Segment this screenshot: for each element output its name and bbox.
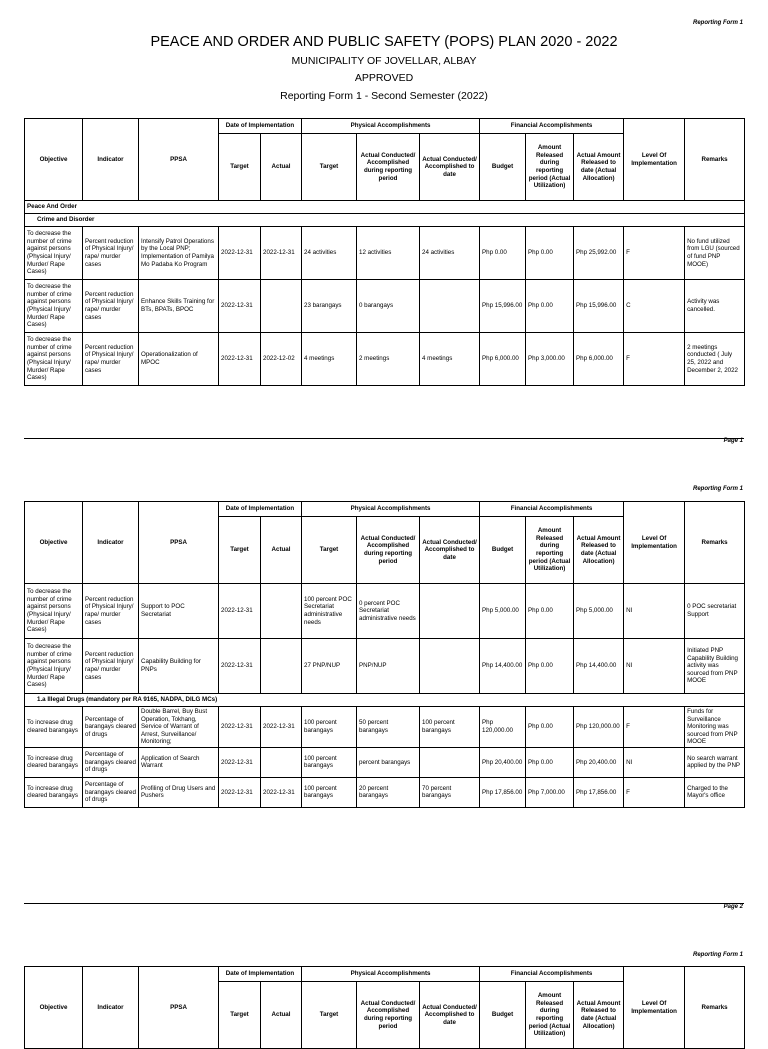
col-group-date: Date of Implementation — [219, 502, 302, 517]
cell-level: C — [624, 280, 685, 333]
cell-phys-actual-period: percent barangays — [357, 747, 420, 777]
cell-indicator: Percent reduction of Physical Injury/ rape/ murder cases — [83, 333, 139, 386]
report-table-page-1 — [24, 118, 745, 386]
municipality: MUNICIPALITY OF JOVELLAR, ALBAY — [291, 55, 477, 67]
cell-level: NI — [624, 584, 685, 639]
page-number: Page 2 — [723, 904, 743, 910]
cell-released-todate: Php 17,856.00 — [574, 777, 624, 807]
cell-phys-actual-period: 50 percent barangays — [357, 707, 420, 748]
cell-phys-target: 23 barangays — [302, 280, 357, 333]
table-row — [25, 584, 745, 639]
col-ppsa: PPSA — [139, 119, 219, 201]
cell-budget: Php 14,400.00 — [480, 639, 526, 694]
col-group-financial: Financial Accomplishments — [480, 119, 624, 134]
col-phys-target: Target — [302, 982, 357, 1049]
col-date-actual: Actual — [261, 982, 302, 1049]
cell-phys-actual-period: 12 activities — [357, 227, 420, 280]
cell-objective: To increase drug cleared barangays — [25, 777, 83, 807]
cell-phys-target: 24 activities — [302, 227, 357, 280]
col-remarks: Remarks — [685, 119, 745, 201]
cell-phys-target: 100 percent POC Secretariat administrative needs — [302, 584, 357, 639]
cell-phys-actual-period: PNP/NUP — [357, 639, 420, 694]
cell-phys-actual-period: 20 percent barangays — [357, 777, 420, 807]
col-fin-released-period: Amount Released during reporting period (Actual Utilization) — [526, 517, 574, 584]
cell-remarks: Activity was cancelled. — [685, 280, 745, 333]
cell-indicator: Percent reduction of Physical Injury/ rape/ murder cases — [83, 584, 139, 639]
cell-released-todate: Php 15,996.00 — [574, 280, 624, 333]
cell-released-period: Php 7,000.00 — [526, 777, 574, 807]
cell-date-actual — [261, 747, 302, 777]
cell-phys-actual-todate: 70 percent barangays — [420, 777, 480, 807]
cell-date-actual: 2022-12-31 — [261, 227, 302, 280]
cell-phys-actual-todate — [420, 639, 480, 694]
cell-budget: Php 5,000.00 — [480, 584, 526, 639]
cell-phys-actual-todate — [420, 747, 480, 777]
cell-objective: To decrease the number of crime against persons (Physical Injury/ Murder/ Rape Cases) — [25, 584, 83, 639]
form-label: Reporting Form 1 — [692, 952, 743, 958]
cell-level: NI — [624, 639, 685, 694]
cell-phys-target: 27 PNP/NUP — [302, 639, 357, 694]
cell-objective: To increase drug cleared barangays — [25, 707, 83, 748]
cell-remarks: No fund utilized from LGU (sourced of fund PNP MOOE) — [685, 227, 745, 280]
cell-date-target: 2022-12-31 — [219, 227, 261, 280]
table-row — [25, 639, 745, 694]
col-phys-actual-todate: Actual Conducted/ Accomplished to date — [420, 134, 480, 201]
cell-released-period: Php 0.00 — [526, 747, 574, 777]
col-group-physical: Physical Accomplishments — [302, 502, 480, 517]
cell-remarks: Charged to the Mayor's office — [685, 777, 745, 807]
col-level: Level Of Implementation — [624, 967, 685, 1049]
col-fin-budget: Budget — [480, 982, 526, 1049]
section-heading: Peace And Order — [25, 201, 745, 214]
cell-date-actual: 2022-12-02 — [261, 333, 302, 386]
col-fin-released-todate: Actual Amount Released to date (Actual Allocation) — [574, 982, 624, 1049]
col-indicator: Indicator — [83, 502, 139, 584]
cell-date-actual — [261, 584, 302, 639]
cell-phys-target: 100 percent barangays — [302, 747, 357, 777]
col-phys-actual-period: Actual Conducted/ Accomplished during reporting period — [357, 134, 420, 201]
col-remarks: Remarks — [685, 502, 745, 584]
cell-remarks: 0 POC secretariat Support — [685, 584, 745, 639]
cell-phys-target: 100 percent barangays — [302, 777, 357, 807]
report-subtitle: Reporting Form 1 - Second Semester (2022) — [280, 90, 488, 102]
col-phys-target: Target — [302, 134, 357, 201]
page-number: Page 1 — [723, 438, 743, 444]
col-fin-released-todate: Actual Amount Released to date (Actual Allocation) — [574, 517, 624, 584]
cell-released-todate: Php 5,000.00 — [574, 584, 624, 639]
cell-level: F — [624, 707, 685, 748]
form-label: Reporting Form 1 — [692, 486, 743, 492]
cell-released-period: Php 0.00 — [526, 227, 574, 280]
col-fin-budget: Budget — [480, 134, 526, 201]
cell-phys-actual-period: 2 meetings — [357, 333, 420, 386]
cell-ppsa: Double Barrel, Buy Bust Operation, Tokhang, Service of Warrant of Arrest, Surveillance/ Monitoring; — [139, 707, 219, 748]
col-group-physical: Physical Accomplishments — [302, 119, 480, 134]
cell-released-period: Php 0.00 — [526, 639, 574, 694]
cell-released-period: Php 0.00 — [526, 280, 574, 333]
cell-ppsa: Enhance Skills Training for BTs, BPATs, BPOC — [139, 280, 219, 333]
col-fin-budget: Budget — [480, 517, 526, 584]
cell-budget: Php 120,000.00 — [480, 707, 526, 748]
cell-released-todate: Php 25,992.00 — [574, 227, 624, 280]
cell-ppsa: Application of Search Warrant — [139, 747, 219, 777]
cell-phys-actual-todate — [420, 584, 480, 639]
cell-released-period: Php 0.00 — [526, 584, 574, 639]
cell-indicator: Percent reduction of Physical Injury/ rape/ murder cases — [83, 227, 139, 280]
cell-budget: Php 0.00 — [480, 227, 526, 280]
cell-objective: To decrease the number of crime against persons (Physical Injury/ Murder/ Rape Cases) — [25, 333, 83, 386]
cell-phys-actual-todate — [420, 280, 480, 333]
cell-objective: To decrease the number of crime against persons (Physical Injury/ Murder/ Rape Cases) — [25, 227, 83, 280]
cell-released-todate: Php 14,400.00 — [574, 639, 624, 694]
col-remarks: Remarks — [685, 967, 745, 1049]
col-objective: Objective — [25, 967, 83, 1049]
cell-phys-actual-todate: 100 percent barangays — [420, 707, 480, 748]
cell-released-todate: Php 20,400.00 — [574, 747, 624, 777]
col-objective: Objective — [25, 119, 83, 201]
col-date-actual: Actual — [261, 517, 302, 584]
cell-ppsa: Support to POC Secretariat — [139, 584, 219, 639]
approval-status: APPROVED — [354, 72, 414, 84]
col-fin-released-todate: Actual Amount Released to date (Actual Allocation) — [574, 134, 624, 201]
subsection-heading: 1.a Illegal Drugs (mandatory per RA 9165, NADPA, DILG MCs) — [25, 694, 745, 707]
cell-budget: Php 6,000.00 — [480, 333, 526, 386]
col-group-physical: Physical Accomplishments — [302, 967, 480, 982]
cell-ppsa: Capability Building for PNPs — [139, 639, 219, 694]
subsection-heading: Crime and Disorder — [25, 214, 745, 227]
cell-remarks: Funds for Surveillance Monitoring was sourced from PNP MOOE — [685, 707, 745, 748]
col-phys-actual-period: Actual Conducted/ Accomplished during reporting period — [357, 982, 420, 1049]
cell-released-period: Php 3,000.00 — [526, 333, 574, 386]
cell-objective: To decrease the number of crime against persons (Physical Injury/ Murder/ Rape Cases) — [25, 280, 83, 333]
cell-released-todate: Php 6,000.00 — [574, 333, 624, 386]
cell-ppsa: Profiling of Drug Users and Pushers — [139, 777, 219, 807]
cell-objective: To increase drug cleared barangays — [25, 747, 83, 777]
col-group-financial: Financial Accomplishments — [480, 967, 624, 982]
report-table-page-3 — [24, 966, 745, 1049]
report-table-page-2 — [24, 501, 745, 808]
cell-released-period: Php 0.00 — [526, 707, 574, 748]
cell-objective: To decrease the number of crime against persons (Physical Injury/ Murder/ Rape Cases) — [25, 639, 83, 694]
col-phys-target: Target — [302, 517, 357, 584]
col-group-date: Date of Implementation — [219, 967, 302, 982]
cell-indicator: Percentage of barangays cleared of drugs — [83, 777, 139, 807]
form-label: Reporting Form 1 — [692, 20, 743, 26]
col-fin-released-period: Amount Released during reporting period (Actual Utilization) — [526, 134, 574, 201]
page-divider — [24, 438, 744, 439]
cell-budget: Php 15,996.00 — [480, 280, 526, 333]
cell-phys-target: 100 percent barangays — [302, 707, 357, 748]
cell-remarks: 2 meetings conducted ( July 25, 2022 and December 2, 2022 — [685, 333, 745, 386]
cell-budget: Php 17,856.00 — [480, 777, 526, 807]
col-date-target: Target — [219, 982, 261, 1049]
cell-date-target: 2022-12-31 — [219, 747, 261, 777]
cell-level: F — [624, 333, 685, 386]
cell-ppsa: Intensify Patrol Operations by the Local PNP; Implementation of Pamilya Mo Padaba Ko Program — [139, 227, 219, 280]
cell-phys-actual-todate: 4 meetings — [420, 333, 480, 386]
col-level: Level Of Implementation — [624, 502, 685, 584]
col-date-target: Target — [219, 517, 261, 584]
document-title: PEACE AND ORDER AND PUBLIC SAFETY (POPS) PLAN 2020 - 2022 — [150, 34, 618, 50]
table-row — [25, 747, 745, 777]
table-row — [25, 707, 745, 748]
cell-date-target: 2022-12-31 — [219, 639, 261, 694]
cell-ppsa: Operationalization of MPOC — [139, 333, 219, 386]
cell-indicator: Percentage of barangays cleared of drugs — [83, 747, 139, 777]
col-phys-actual-period: Actual Conducted/ Accomplished during reporting period — [357, 517, 420, 584]
cell-date-target: 2022-12-31 — [219, 777, 261, 807]
col-group-financial: Financial Accomplishments — [480, 502, 624, 517]
col-date-target: Target — [219, 134, 261, 201]
cell-indicator: Percent reduction of Physical Injury/ rape/ murder cases — [83, 280, 139, 333]
col-indicator: Indicator — [83, 119, 139, 201]
cell-indicator: Percent reduction of Physical Injury/ rape/ murder cases — [83, 639, 139, 694]
cell-date-target: 2022-12-31 — [219, 707, 261, 748]
cell-level: F — [624, 777, 685, 807]
table-row — [25, 227, 745, 280]
table-row — [25, 777, 745, 807]
cell-remarks: No search warrant applied by the PNP — [685, 747, 745, 777]
cell-date-target: 2022-12-31 — [219, 333, 261, 386]
cell-level: F — [624, 227, 685, 280]
col-date-actual: Actual — [261, 134, 302, 201]
cell-remarks: Initiated PNP Capability Building activity was sourced from PNP MOOE — [685, 639, 745, 694]
cell-phys-actual-period: 0 barangays — [357, 280, 420, 333]
col-indicator: Indicator — [83, 967, 139, 1049]
col-ppsa: PPSA — [139, 967, 219, 1049]
cell-date-actual: 2022-12-31 — [261, 707, 302, 748]
cell-phys-actual-todate: 24 activities — [420, 227, 480, 280]
cell-date-actual — [261, 639, 302, 694]
cell-date-actual — [261, 280, 302, 333]
col-ppsa: PPSA — [139, 502, 219, 584]
col-level: Level Of Implementation — [624, 119, 685, 201]
col-group-date: Date of Implementation — [219, 119, 302, 134]
col-objective: Objective — [25, 502, 83, 584]
col-phys-actual-todate: Actual Conducted/ Accomplished to date — [420, 982, 480, 1049]
cell-date-actual: 2022-12-31 — [261, 777, 302, 807]
table-row — [25, 333, 745, 386]
page-divider — [24, 903, 744, 904]
cell-level: NI — [624, 747, 685, 777]
col-fin-released-period: Amount Released during reporting period (Actual Utilization) — [526, 982, 574, 1049]
cell-indicator: Percentage of barangays cleared of drugs — [83, 707, 139, 748]
cell-date-target: 2022-12-31 — [219, 584, 261, 639]
cell-phys-actual-period: 0 percent POC Secretariat administrative needs — [357, 584, 420, 639]
cell-date-target: 2022-12-31 — [219, 280, 261, 333]
cell-released-todate: Php 120,000.00 — [574, 707, 624, 748]
cell-budget: Php 20,400.00 — [480, 747, 526, 777]
table-row — [25, 280, 745, 333]
cell-phys-target: 4 meetings — [302, 333, 357, 386]
col-phys-actual-todate: Actual Conducted/ Accomplished to date — [420, 517, 480, 584]
